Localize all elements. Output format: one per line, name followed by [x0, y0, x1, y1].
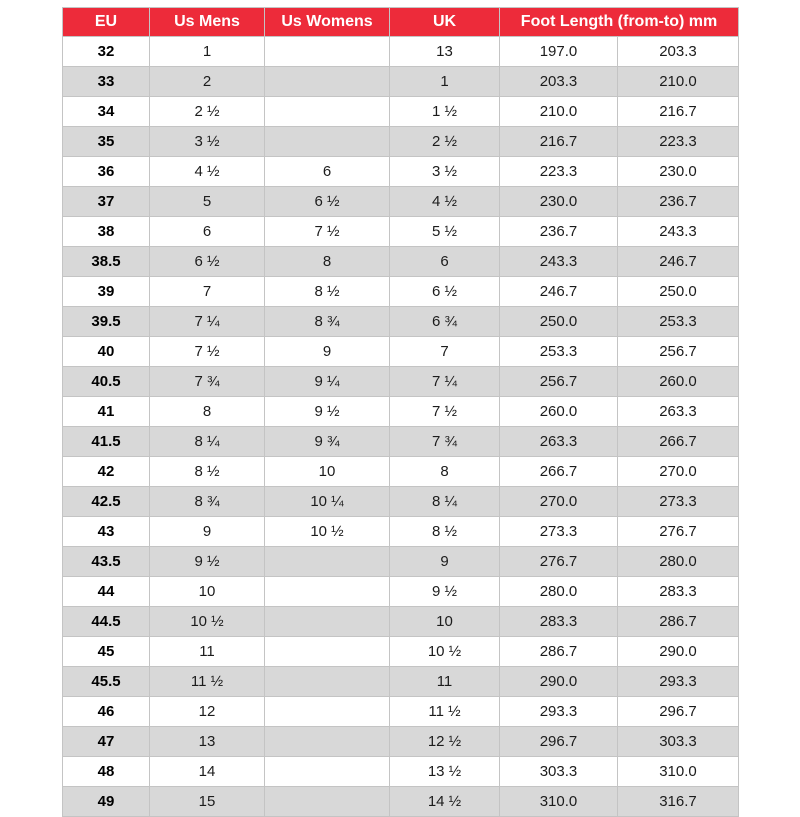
cell-uk: 6 — [390, 247, 500, 277]
cell-us-womens: 6 ½ — [265, 187, 390, 217]
cell-foot-from: 260.0 — [500, 397, 618, 427]
table-row — [63, 217, 739, 247]
cell-us-womens — [265, 787, 390, 817]
cell-foot-from: 230.0 — [500, 187, 618, 217]
cell-us-womens — [265, 127, 390, 157]
cell-foot-from: 256.7 — [500, 367, 618, 397]
column-header-uk: UK — [390, 8, 500, 37]
cell-us-womens — [265, 757, 390, 787]
table-row — [63, 757, 739, 787]
cell-us-mens: 8 — [150, 397, 265, 427]
cell-us-mens: 11 ½ — [150, 667, 265, 697]
cell-us-mens: 10 ½ — [150, 607, 265, 637]
table-row — [63, 187, 739, 217]
table-row — [63, 667, 739, 697]
cell-eu: 41.5 — [63, 427, 150, 457]
table-row — [63, 307, 739, 337]
cell-eu: 48 — [63, 757, 150, 787]
cell-uk: 8 — [390, 457, 500, 487]
table-row — [63, 727, 739, 757]
column-header-foot-length: Foot Length (from-to) mm — [500, 8, 739, 37]
cell-foot-to: 273.3 — [618, 487, 739, 517]
cell-foot-from: 283.3 — [500, 607, 618, 637]
table-row — [63, 487, 739, 517]
cell-eu: 43 — [63, 517, 150, 547]
cell-uk: 7 ½ — [390, 397, 500, 427]
table-row — [63, 427, 739, 457]
cell-us-womens: 10 ¼ — [265, 487, 390, 517]
cell-eu: 47 — [63, 727, 150, 757]
cell-foot-from: 197.0 — [500, 37, 618, 67]
cell-foot-to: 260.0 — [618, 367, 739, 397]
cell-uk: 12 ½ — [390, 727, 500, 757]
table-row — [63, 367, 739, 397]
cell-us-womens — [265, 67, 390, 97]
cell-foot-from: 290.0 — [500, 667, 618, 697]
cell-uk: 6 ½ — [390, 277, 500, 307]
cell-eu: 44.5 — [63, 607, 150, 637]
cell-us-womens: 9 — [265, 337, 390, 367]
cell-us-mens: 2 ½ — [150, 97, 265, 127]
cell-us-mens: 1 — [150, 37, 265, 67]
cell-us-womens — [265, 637, 390, 667]
cell-foot-to: 256.7 — [618, 337, 739, 367]
cell-foot-to: 243.3 — [618, 217, 739, 247]
cell-foot-to: 246.7 — [618, 247, 739, 277]
cell-eu: 36 — [63, 157, 150, 187]
cell-us-mens: 9 ½ — [150, 547, 265, 577]
cell-eu: 43.5 — [63, 547, 150, 577]
cell-foot-from: 293.3 — [500, 697, 618, 727]
cell-uk: 8 ¼ — [390, 487, 500, 517]
cell-foot-to: 223.3 — [618, 127, 739, 157]
cell-us-mens: 13 — [150, 727, 265, 757]
cell-uk: 11 ½ — [390, 697, 500, 727]
cell-foot-from: 263.3 — [500, 427, 618, 457]
cell-foot-to: 230.0 — [618, 157, 739, 187]
table-row — [63, 697, 739, 727]
cell-uk: 6 ¾ — [390, 307, 500, 337]
column-header-us-womens: Us Womens — [265, 8, 390, 37]
table-row — [63, 457, 739, 487]
cell-foot-to: 303.3 — [618, 727, 739, 757]
cell-us-womens: 8 — [265, 247, 390, 277]
cell-uk: 1 ½ — [390, 97, 500, 127]
cell-us-womens: 9 ¼ — [265, 367, 390, 397]
cell-foot-from: 270.0 — [500, 487, 618, 517]
cell-eu: 42.5 — [63, 487, 150, 517]
table-row — [63, 397, 739, 427]
cell-foot-to: 210.0 — [618, 67, 739, 97]
cell-us-mens: 5 — [150, 187, 265, 217]
cell-us-mens: 11 — [150, 637, 265, 667]
cell-us-womens: 9 ¾ — [265, 427, 390, 457]
cell-eu: 39.5 — [63, 307, 150, 337]
cell-uk: 7 — [390, 337, 500, 367]
cell-foot-from: 216.7 — [500, 127, 618, 157]
cell-foot-from: 253.3 — [500, 337, 618, 367]
cell-us-mens: 3 ½ — [150, 127, 265, 157]
cell-us-womens — [265, 37, 390, 67]
cell-foot-to: 253.3 — [618, 307, 739, 337]
table-header — [63, 8, 739, 37]
cell-us-mens: 4 ½ — [150, 157, 265, 187]
cell-foot-to: 203.3 — [618, 37, 739, 67]
cell-us-womens — [265, 727, 390, 757]
cell-eu: 38.5 — [63, 247, 150, 277]
shoe-size-conversion-table — [62, 7, 739, 817]
cell-uk: 10 — [390, 607, 500, 637]
cell-eu: 33 — [63, 67, 150, 97]
cell-foot-to: 270.0 — [618, 457, 739, 487]
cell-us-womens: 10 — [265, 457, 390, 487]
cell-foot-from: 203.3 — [500, 67, 618, 97]
cell-us-womens — [265, 97, 390, 127]
cell-foot-from: 273.3 — [500, 517, 618, 547]
cell-foot-to: 290.0 — [618, 637, 739, 667]
table-row — [63, 277, 739, 307]
table-row — [63, 517, 739, 547]
cell-uk: 11 — [390, 667, 500, 697]
cell-us-womens: 7 ½ — [265, 217, 390, 247]
cell-us-womens: 6 — [265, 157, 390, 187]
cell-foot-from: 296.7 — [500, 727, 618, 757]
cell-uk: 5 ½ — [390, 217, 500, 247]
cell-eu: 41 — [63, 397, 150, 427]
cell-us-womens: 9 ½ — [265, 397, 390, 427]
cell-eu: 45 — [63, 637, 150, 667]
cell-us-mens: 9 — [150, 517, 265, 547]
table-row — [63, 67, 739, 97]
header-row — [63, 8, 739, 37]
cell-foot-to: 296.7 — [618, 697, 739, 727]
cell-us-womens — [265, 577, 390, 607]
cell-uk: 7 ¼ — [390, 367, 500, 397]
cell-us-womens: 10 ½ — [265, 517, 390, 547]
cell-us-womens — [265, 607, 390, 637]
cell-us-womens — [265, 547, 390, 577]
table-row — [63, 37, 739, 67]
cell-us-mens: 14 — [150, 757, 265, 787]
cell-uk: 10 ½ — [390, 637, 500, 667]
cell-foot-to: 316.7 — [618, 787, 739, 817]
table-row — [63, 577, 739, 607]
cell-foot-from: 266.7 — [500, 457, 618, 487]
table-row — [63, 337, 739, 367]
cell-foot-from: 246.7 — [500, 277, 618, 307]
cell-us-mens: 6 — [150, 217, 265, 247]
cell-foot-from: 286.7 — [500, 637, 618, 667]
cell-foot-to: 293.3 — [618, 667, 739, 697]
cell-uk: 3 ½ — [390, 157, 500, 187]
cell-us-mens: 8 ½ — [150, 457, 265, 487]
table-body — [63, 37, 739, 817]
cell-foot-from: 276.7 — [500, 547, 618, 577]
table-row — [63, 247, 739, 277]
cell-eu: 40.5 — [63, 367, 150, 397]
cell-foot-to: 283.3 — [618, 577, 739, 607]
cell-us-mens: 7 ¾ — [150, 367, 265, 397]
cell-uk: 7 ¾ — [390, 427, 500, 457]
cell-uk: 14 ½ — [390, 787, 500, 817]
cell-foot-to: 263.3 — [618, 397, 739, 427]
cell-us-womens — [265, 667, 390, 697]
table-row — [63, 127, 739, 157]
cell-uk: 9 — [390, 547, 500, 577]
cell-eu: 37 — [63, 187, 150, 217]
cell-foot-to: 276.7 — [618, 517, 739, 547]
cell-us-mens: 6 ½ — [150, 247, 265, 277]
table-row — [63, 547, 739, 577]
cell-us-mens: 8 ¼ — [150, 427, 265, 457]
cell-us-womens: 8 ½ — [265, 277, 390, 307]
cell-eu: 45.5 — [63, 667, 150, 697]
cell-foot-from: 223.3 — [500, 157, 618, 187]
cell-uk: 13 — [390, 37, 500, 67]
column-header-eu: EU — [63, 8, 150, 37]
cell-eu: 32 — [63, 37, 150, 67]
cell-foot-to: 310.0 — [618, 757, 739, 787]
table-row — [63, 607, 739, 637]
cell-eu: 49 — [63, 787, 150, 817]
table-row — [63, 637, 739, 667]
cell-uk: 1 — [390, 67, 500, 97]
cell-uk: 13 ½ — [390, 757, 500, 787]
table-row — [63, 97, 739, 127]
table-row — [63, 157, 739, 187]
cell-us-mens: 15 — [150, 787, 265, 817]
cell-foot-from: 236.7 — [500, 217, 618, 247]
cell-eu: 35 — [63, 127, 150, 157]
cell-us-mens: 7 ¼ — [150, 307, 265, 337]
cell-uk: 2 ½ — [390, 127, 500, 157]
cell-uk: 9 ½ — [390, 577, 500, 607]
column-header-us-mens: Us Mens — [150, 8, 265, 37]
cell-foot-to: 250.0 — [618, 277, 739, 307]
cell-eu: 44 — [63, 577, 150, 607]
cell-us-womens — [265, 697, 390, 727]
cell-foot-from: 303.3 — [500, 757, 618, 787]
cell-foot-from: 280.0 — [500, 577, 618, 607]
cell-us-mens: 12 — [150, 697, 265, 727]
cell-eu: 46 — [63, 697, 150, 727]
cell-foot-to: 286.7 — [618, 607, 739, 637]
cell-us-mens: 7 ½ — [150, 337, 265, 367]
cell-eu: 40 — [63, 337, 150, 367]
cell-us-mens: 8 ¾ — [150, 487, 265, 517]
cell-eu: 39 — [63, 277, 150, 307]
table-row — [63, 787, 739, 817]
cell-us-mens: 7 — [150, 277, 265, 307]
cell-eu: 34 — [63, 97, 150, 127]
cell-foot-from: 310.0 — [500, 787, 618, 817]
cell-foot-from: 250.0 — [500, 307, 618, 337]
cell-foot-to: 280.0 — [618, 547, 739, 577]
cell-foot-to: 216.7 — [618, 97, 739, 127]
cell-us-mens: 2 — [150, 67, 265, 97]
cell-uk: 4 ½ — [390, 187, 500, 217]
cell-uk: 8 ½ — [390, 517, 500, 547]
cell-foot-to: 236.7 — [618, 187, 739, 217]
cell-foot-from: 243.3 — [500, 247, 618, 277]
cell-eu: 38 — [63, 217, 150, 247]
cell-foot-from: 210.0 — [500, 97, 618, 127]
cell-us-womens: 8 ¾ — [265, 307, 390, 337]
cell-us-mens: 10 — [150, 577, 265, 607]
cell-eu: 42 — [63, 457, 150, 487]
cell-foot-to: 266.7 — [618, 427, 739, 457]
